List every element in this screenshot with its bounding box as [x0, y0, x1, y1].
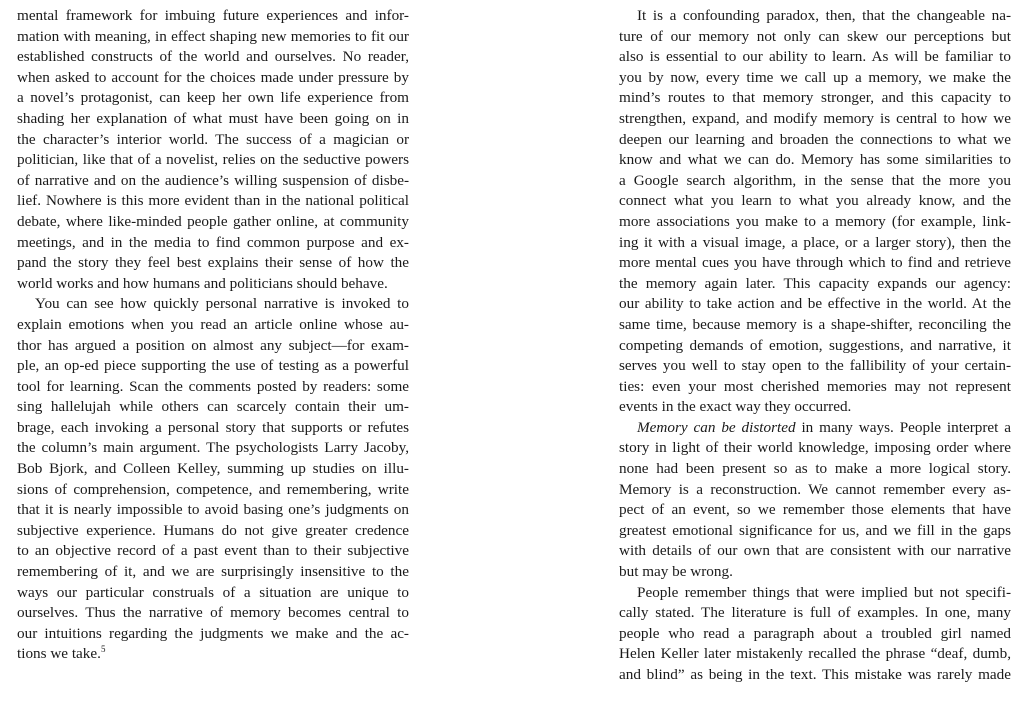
line-text: sions of comprehension, competence, and remembering, write — [17, 480, 409, 498]
line-text: more associations you make to a memory (for example, link- — [619, 212, 1011, 230]
text-line — [619, 624, 1011, 645]
text-line — [619, 233, 1011, 254]
line-text: People remember things that were implied but not specifi- — [637, 583, 1011, 601]
text-line — [17, 88, 409, 109]
text-line — [619, 68, 1011, 89]
line-text: know and what we can do. Memory has some similarities to — [619, 151, 1011, 169]
line-text: ple, an op-ed piece supporting the use of testing as a powerful — [17, 357, 409, 375]
text-line — [17, 47, 409, 68]
text-line — [619, 6, 1011, 27]
line-text: but may be wrong. — [619, 563, 733, 581]
line-text: a novel’s protagonist, can keep her own life experience from — [17, 89, 409, 107]
text-line — [17, 68, 409, 89]
text-line — [619, 356, 1011, 377]
text-line — [619, 397, 1011, 418]
line-text: serves you well to stay open to the fallibility of your certain- — [619, 357, 1011, 375]
line-text: established constructs of the world and ourselves. No reader, — [17, 48, 409, 66]
line-text: brage, each invoking a personal story that supports or refutes — [17, 418, 409, 436]
text-line — [619, 336, 1011, 357]
text-line — [619, 438, 1011, 459]
text-line — [619, 418, 1011, 439]
text-line — [619, 541, 1011, 562]
text-line — [17, 171, 409, 192]
text-line — [17, 336, 409, 357]
line-text: the memory again later. This capacity expands our agency: — [619, 274, 1011, 292]
line-text: our ability to take action and be effective in the world. At the — [619, 295, 1011, 313]
line-text: that it is nearly impossible to avoid basing one’s judgments on — [17, 501, 409, 519]
line-text: events in the exact way they occurred. — [619, 398, 852, 416]
line-text: competing demands of emotion, suggestions, and narrative, it — [619, 336, 1011, 354]
text-line — [619, 521, 1011, 542]
text-line — [17, 500, 409, 521]
line-text: Helen Keller later mistakenly recalled the phrase “deaf, dumb, — [619, 645, 1011, 663]
line-text: world works and how humans and politicians should behave. — [17, 274, 388, 292]
line-text: you by now, every time we call up a memory, we make the — [619, 68, 1011, 86]
text-line — [17, 562, 409, 583]
text-line — [619, 294, 1011, 315]
text-line — [619, 459, 1011, 480]
line-text: with details of our own that are consistent with our narrative — [619, 542, 1011, 560]
text-line — [17, 624, 409, 645]
text-line — [17, 253, 409, 274]
line-text: our intuitions regarding the judgments we make and the ac- — [17, 624, 409, 642]
text-line — [619, 562, 1011, 583]
text-line — [17, 644, 409, 665]
left-page — [17, 6, 409, 665]
line-text: also is essential to our ability to learn. As will be familiar to — [619, 48, 1011, 66]
text-line — [17, 418, 409, 439]
text-line — [17, 27, 409, 48]
text-line — [17, 150, 409, 171]
line-text: pand the story they feel best explains their sense of how the — [17, 254, 409, 272]
line-text: lief. Nowhere is this more evident than in the national political — [17, 192, 409, 210]
line-text: remembering of it, and we are surprisingly insensitive to the — [17, 563, 409, 581]
text-line — [619, 500, 1011, 521]
line-text: It is a confounding paradox, then, that the changeable na- — [637, 7, 1011, 24]
text-line — [17, 521, 409, 542]
text-line — [17, 603, 409, 624]
line-text: strengthen, expand, and modify memory is central to how we — [619, 109, 1011, 127]
text-line — [17, 459, 409, 480]
text-line — [619, 27, 1011, 48]
line-text: pect of an event, so we remember those elements that have — [619, 501, 1011, 519]
text-line — [17, 191, 409, 212]
line-text: explain emotions when you read an article online whose au- — [17, 315, 409, 333]
line-text: meetings, and in the media to find common purpose and ex- — [17, 233, 409, 251]
text-line — [619, 191, 1011, 212]
line-text: Bob Bjork, and Colleen Kelley, summing up studies on illu- — [17, 460, 409, 478]
line-text: in many ways. People interpret a — [795, 418, 1011, 436]
line-text: thor has argued a position on almost any subject—for exam- — [17, 336, 409, 354]
text-line — [619, 171, 1011, 192]
line-text: connect what you learn to what you already know, and the — [619, 192, 1011, 210]
text-line — [619, 583, 1011, 604]
text-line — [17, 130, 409, 151]
text-line — [619, 644, 1011, 665]
line-text: a Google search algorithm, in the sense that the more you — [619, 171, 1011, 189]
text-line — [619, 315, 1011, 336]
text-line — [17, 583, 409, 604]
line-text: story in light of their world knowledge, imposing order where — [619, 439, 1011, 457]
text-line — [17, 233, 409, 254]
line-text: to an objective record of a past event than to their subjective — [17, 542, 409, 560]
text-line — [619, 212, 1011, 233]
text-line — [17, 377, 409, 398]
line-text: politician, like that of a novelist, relies on the seductive powers — [17, 151, 409, 169]
line-text: mation with meaning, in effect shaping new memories to fit our — [17, 27, 409, 45]
line-text: same time, because memory is a shape-shifter, reconciling the — [619, 315, 1011, 333]
text-line — [619, 47, 1011, 68]
line-text: ing it with a visual image, a place, or a larger story), then the — [619, 233, 1011, 251]
line-text: the character’s interior world. The success of a magician or — [17, 130, 409, 148]
line-text: tool for learning. Scan the comments posted by readers: some — [17, 377, 409, 395]
line-text: ways our particular construals of a situation are unique to — [17, 583, 409, 601]
line-text: ourselves. Thus the narrative of memory becomes central to — [17, 604, 409, 622]
line-text: sing hallelujah while others can scarcely contain their um- — [17, 398, 409, 416]
right-page — [619, 6, 1011, 686]
line-text: mind’s routes to that memory stronger, and this capacity to — [619, 89, 1011, 107]
line-text: Memory is a reconstruction. We cannot remember every as- — [619, 480, 1011, 498]
text-line — [619, 603, 1011, 624]
text-line — [17, 480, 409, 501]
text-line — [619, 253, 1011, 274]
text-line — [17, 438, 409, 459]
text-line — [619, 130, 1011, 151]
line-text: greatest emotional significance for us, and we fill in the gaps — [619, 521, 1011, 539]
text-line — [17, 397, 409, 418]
footnote-marker: 5 — [100, 644, 106, 655]
line-text: subjective experience. Humans do not give greater credence — [17, 521, 409, 539]
line-text: none had been present so as to make a more logical story. — [619, 460, 1011, 478]
text-line — [17, 541, 409, 562]
line-text: shading her explanation of what must have been going on in — [17, 109, 409, 127]
text-line — [619, 274, 1011, 295]
text-line — [17, 294, 409, 315]
line-text: You can see how quickly personal narrative is invoked to — [35, 295, 409, 313]
line-text: the column’s main argument. The psychologists Larry Jacoby, — [17, 439, 409, 457]
text-line — [619, 88, 1011, 109]
line-text: mental framework for imbuing future experiences and infor- — [17, 7, 409, 24]
text-line — [17, 356, 409, 377]
line-text: tions we take. — [17, 645, 101, 663]
text-line — [619, 377, 1011, 398]
line-text: deepen our learning and broaden the connections to what we — [619, 130, 1011, 148]
line-text: ture of our memory not only can skew our perceptions but — [619, 27, 1011, 45]
line-text: more mental cues you have through which to find and retrieve — [619, 254, 1011, 272]
line-text: debate, where like-minded people gather online, at community — [17, 212, 409, 230]
line-text: people who read a paragraph about a troubled girl named — [619, 624, 1011, 642]
line-text: ties: even your most cherished memories may not represent — [619, 377, 1011, 395]
text-line — [17, 212, 409, 233]
line-text: cally stated. The literature is full of examples. In one, many — [619, 604, 1011, 622]
text-line — [17, 315, 409, 336]
text-line — [17, 274, 409, 295]
text-line — [619, 109, 1011, 130]
italic-phrase: Memory can be distorted — [637, 418, 796, 436]
text-line — [17, 6, 409, 27]
line-text: and blind” as being in the text. This mistake was rarely made — [619, 666, 1011, 683]
text-line — [17, 109, 409, 130]
text-line — [619, 150, 1011, 171]
text-line — [619, 480, 1011, 501]
line-text: when asked to account for the choices made under pressure by — [17, 68, 409, 86]
text-line — [619, 665, 1011, 686]
line-text: of narrative and on the audience’s willing suspension of disbe- — [17, 171, 409, 189]
